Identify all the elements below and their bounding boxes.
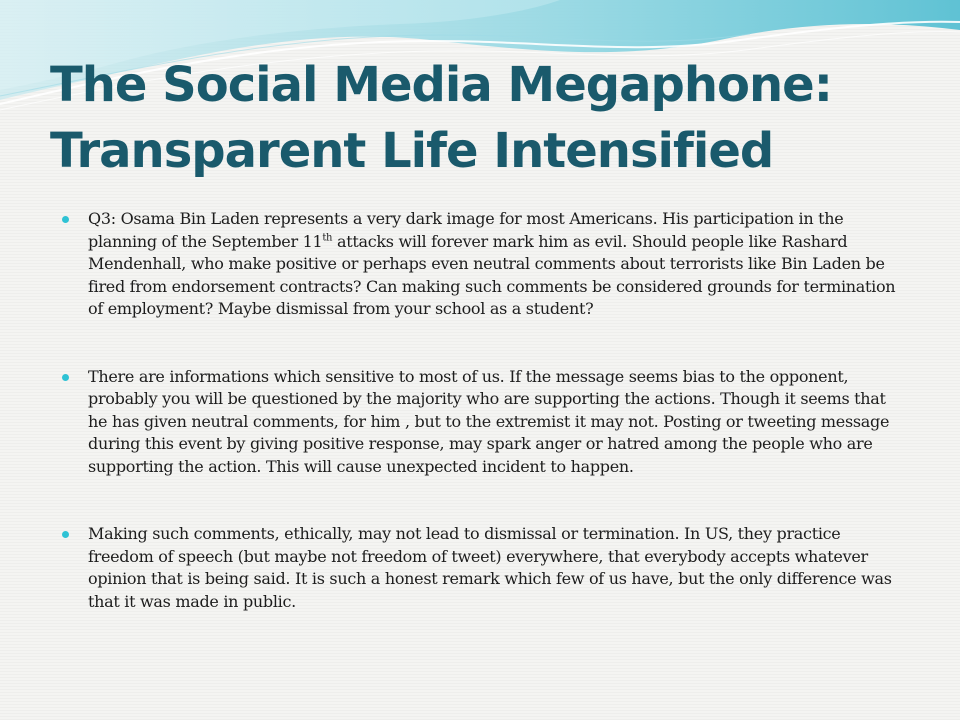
bullet-text-part: attacks will forever mark him as evil. Should people like Rashard Mendenhall, who make positive or perhaps even neutral comments about terrorists like Bin Laden be fired from endorsement contracts? Can making such comments be considered grounds for termination of employment? Maybe dismissal from your school as a student? [88, 231, 896, 318]
slide-body [62, 208, 907, 658]
superscript-ordinal: th [322, 232, 333, 244]
bullet-text: There are informations which sensitive to most of us. If the message seems bias to the opponent, probably you will be questioned by the majority who are supporting the actions. Though it seems that he has given neutral comments, for him , but to the extremist it may not. Posting or tweeting message during this event by giving positive response, may spark anger or hatred among the people who are supporting the action. This will cause unexpected incident to happen. [88, 366, 890, 476]
bullet-dot-icon [62, 531, 69, 538]
bullet-item-answer-2 [62, 523, 907, 613]
bullet-item-answer-1 [62, 366, 907, 479]
slide-title [50, 52, 930, 184]
bullet-text: Making such comments, ethically, may not lead to dismissal or termination. In US, they practice freedom of speech (but maybe not freedom of tweet) everywhere, that everybody accepts whatever opinion that is being said. It is such a honest remark which few of us have, but the only difference was that it was made in public. [88, 524, 892, 611]
bullet-dot-icon [62, 374, 69, 381]
bullet-item-question [62, 208, 907, 321]
slide-title-line-2: Transparent Life Intensified [50, 123, 774, 179]
bullet-text [88, 209, 895, 318]
slide-title-line-1: The Social Media Megaphone: [50, 57, 832, 113]
bullet-dot-icon [62, 216, 69, 223]
bullet-text-part: Q3: Osama Bin Laden represents a very dark image for most Americans. His participation in the planning of the September 11 [88, 209, 844, 251]
